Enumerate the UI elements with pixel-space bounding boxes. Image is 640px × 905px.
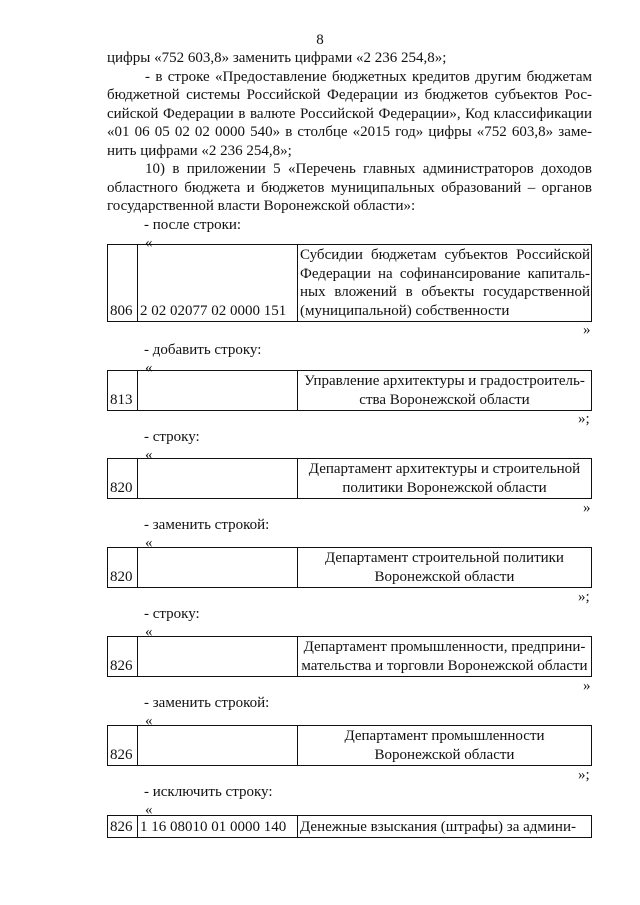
code-cell [108, 371, 138, 410]
intro-line: нить цифрами «2 236 254,8»; [107, 142, 292, 159]
table-row [107, 636, 592, 677]
code-value: 826 [110, 658, 133, 674]
table-row [107, 725, 592, 766]
name-line: (муниципальной) собственности [300, 302, 510, 319]
classification-cell [138, 816, 298, 837]
table-row [107, 547, 592, 588]
intro-paragraph [107, 49, 592, 216]
name-cell [298, 371, 591, 410]
name-cell [298, 816, 591, 837]
instruction-label: - заменить строкой: [144, 695, 270, 711]
name-text [298, 372, 591, 409]
intro-line: областного бюджета и бюджетов муниципальных образований – органов [107, 179, 592, 196]
intro-line: 10) в приложении 5 «Перечень главных администраторов доходов [145, 161, 592, 177]
name-text [298, 727, 591, 764]
name-line: Денежные взыскания (штрафы) за админи- [300, 818, 576, 835]
table-row [107, 815, 592, 838]
code-value: 820 [110, 480, 133, 496]
code-cell [108, 245, 138, 321]
open-quote: « [145, 447, 153, 463]
name-line: Воронежской области [374, 568, 515, 585]
open-quote: « [145, 535, 153, 551]
name-cell [298, 459, 591, 498]
close-quote: » [583, 322, 591, 338]
code-cell [108, 726, 138, 765]
open-quote: « [145, 802, 153, 818]
name-line: Субсидии бюджетам субъектов Российской [300, 247, 590, 263]
code-cell [108, 459, 138, 498]
instruction-label: - добавить строку: [144, 342, 262, 358]
name-text [298, 246, 591, 320]
open-quote: « [145, 624, 153, 640]
name-cell [298, 548, 591, 587]
name-line: Департамент промышленности [344, 728, 545, 744]
code-cell [108, 637, 138, 676]
classification-value: 1 16 08010 01 0000 140 [140, 819, 287, 835]
open-quote: « [145, 235, 153, 251]
intro-line: цифры «752 603,8» заменить цифрами «2 236 254,8»; [107, 50, 447, 66]
close-quote: »; [578, 767, 590, 783]
name-line: Департамент промышленности, предприни- [303, 639, 586, 655]
name-line: Департамент архитектуры и строительной [308, 461, 581, 477]
classification-cell [138, 245, 298, 321]
classification-cell [138, 459, 298, 498]
close-quote: » [583, 678, 591, 694]
name-text [298, 460, 591, 497]
name-text [298, 818, 591, 837]
name-cell [298, 245, 591, 321]
name-cell [298, 637, 591, 676]
page-number: 8 [316, 32, 324, 48]
name-cell [298, 726, 591, 765]
name-line: Воронежской области [374, 746, 515, 763]
code-value: 826 [110, 819, 133, 835]
instruction-label: - после строки: [144, 217, 242, 233]
name-line: мательства и торговли Воронежской области [301, 657, 588, 674]
instruction-label: - заменить строкой: [144, 517, 270, 533]
code-value: 806 [110, 303, 133, 319]
instruction-label: - строку: [144, 429, 200, 445]
classification-cell [138, 637, 298, 676]
table-row [107, 458, 592, 499]
open-quote: « [145, 713, 153, 729]
close-quote: »; [578, 589, 590, 605]
classification-cell [138, 548, 298, 587]
name-line: ных вложений в объекты государственной [300, 284, 590, 300]
close-quote: »; [578, 411, 590, 427]
open-quote: « [145, 360, 153, 376]
code-cell [108, 548, 138, 587]
name-line: Управление архитектуры и градостроитель- [304, 373, 585, 389]
table-row [107, 244, 592, 322]
table-row [107, 370, 592, 411]
code-value: 826 [110, 747, 133, 763]
name-line: политики Воронежской области [342, 479, 547, 496]
classification-value: 2 02 02077 02 0000 151 [140, 303, 287, 319]
intro-line: сийской Федерации в валюте Российской Федерации», Код классификации [107, 105, 592, 122]
intro-line: - в строке «Предоставление бюджетных кредитов другим бюджетам [145, 68, 592, 85]
name-line: Департамент строительной политики [325, 550, 564, 566]
code-cell [108, 816, 138, 837]
code-value: 813 [110, 392, 133, 408]
classification-cell [138, 726, 298, 765]
name-line: Федерации на софинансирование капиталь- [300, 265, 590, 282]
intro-line: «01 06 05 02 02 0000 540» в столбце «2015 год» цифры «752 603,8» заме- [107, 124, 592, 140]
classification-cell [138, 371, 298, 410]
name-text [298, 638, 591, 675]
instruction-label: - строку: [144, 606, 200, 622]
name-text [298, 549, 591, 586]
intro-line: бюджетной системы Российской Федерации из бюджетов субъектов Рос- [107, 87, 592, 103]
name-line: ства Воронежской области [359, 391, 530, 408]
intro-line: государственной власти Воронежской области»: [107, 198, 416, 214]
instruction-label: - исключить строку: [144, 784, 273, 800]
close-quote: » [583, 500, 591, 516]
code-value: 820 [110, 569, 133, 585]
